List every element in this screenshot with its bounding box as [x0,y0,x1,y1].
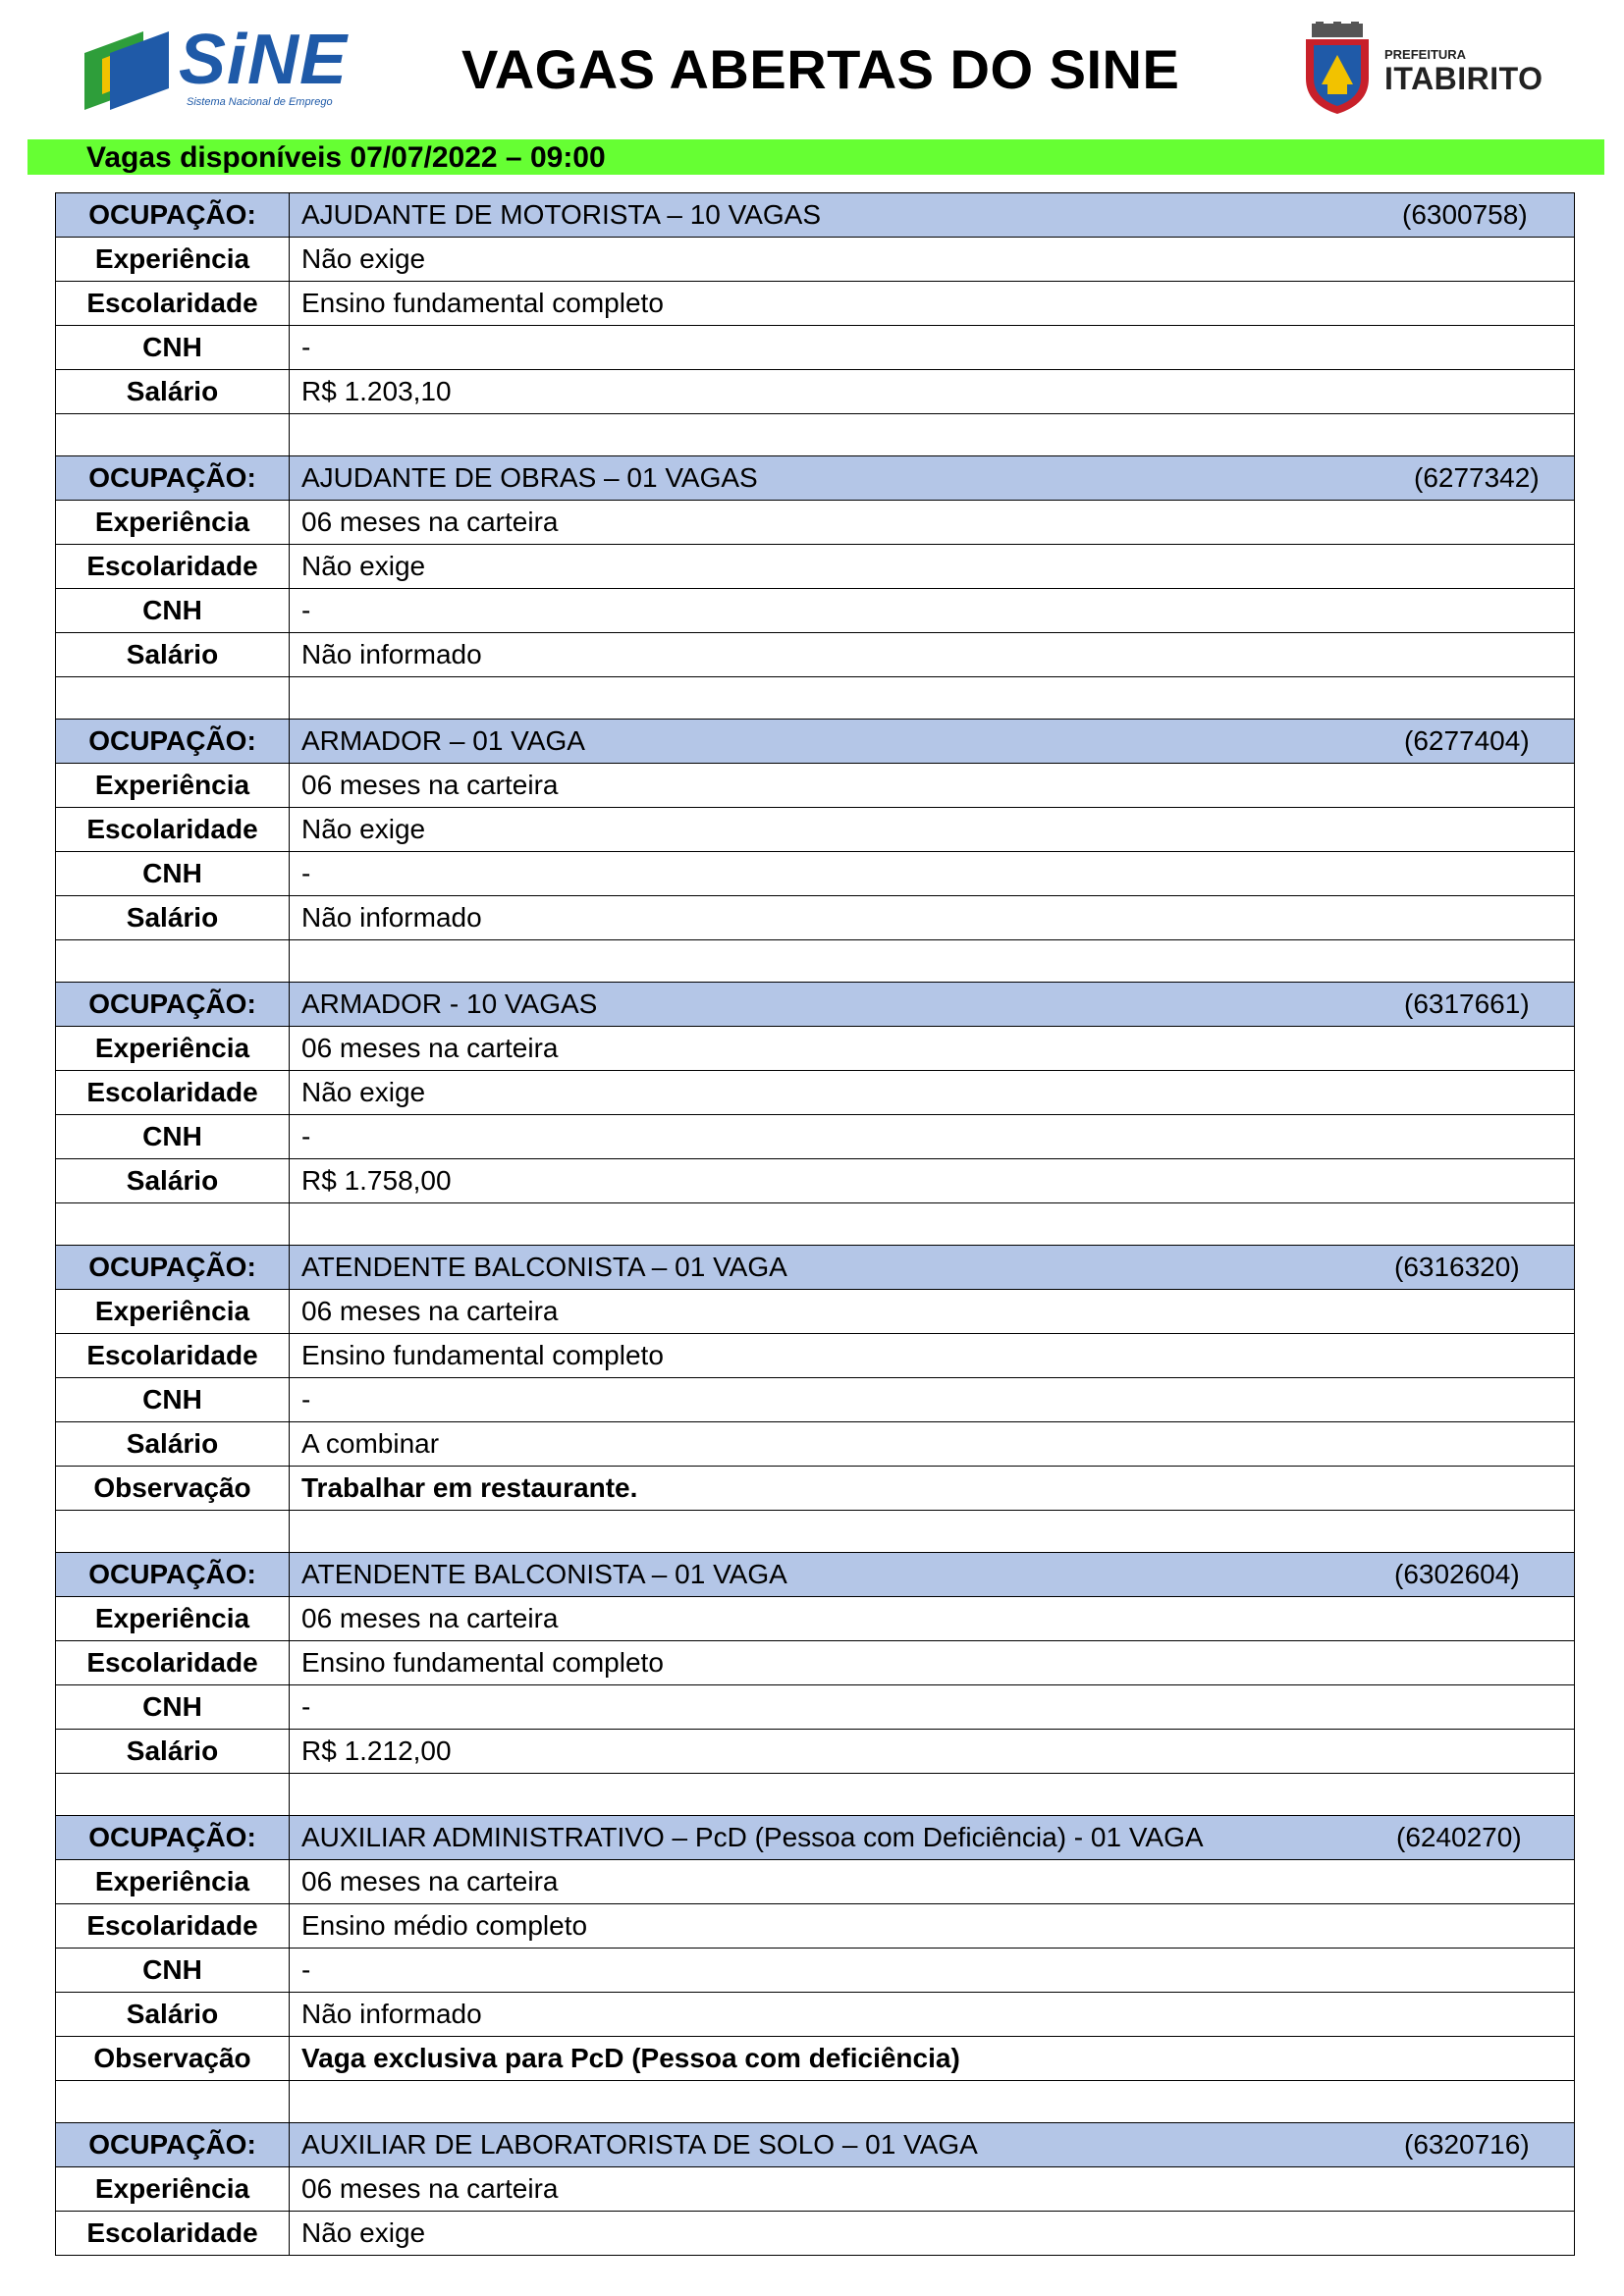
prefeitura-logo [1298,22,1543,116]
observation-row [56,2037,1575,2081]
cnh-value: - [290,326,1575,370]
cnh-value: - [290,1949,1575,1993]
cnh-row [56,1949,1575,1993]
spacer-cell [56,2081,290,2123]
education-row [56,808,1575,852]
education-row [56,1071,1575,1115]
experience-label: Experiência [56,501,290,545]
occupation-label: OCUPAÇÃO: [56,2123,290,2167]
occupation-label: OCUPAÇÃO: [56,456,290,501]
experience-value: 06 meses na carteira [290,1027,1575,1071]
occupation-title: AUXILIAR DE LABORATORISTA DE SOLO – 01 VAGA [301,2129,978,2160]
spacer-row [56,1511,1575,1553]
education-row [56,2212,1575,2256]
cnh-label: CNH [56,589,290,633]
occupation-row [56,1553,1575,1597]
cnh-value: - [290,589,1575,633]
education-label: Escolaridade [56,2212,290,2256]
salary-label: Salário [56,1422,290,1467]
prefeitura-label: PREFEITURA [1384,47,1467,62]
education-value: Ensino fundamental completo [290,282,1575,326]
salary-row [56,1422,1575,1467]
occupation-code: (6277342) [1414,462,1540,493]
education-label: Escolaridade [56,1334,290,1378]
education-row [56,282,1575,326]
experience-label: Experiência [56,1290,290,1334]
cnh-label: CNH [56,326,290,370]
spacer-cell [290,414,1575,456]
education-label: Escolaridade [56,545,290,589]
salary-label: Salário [56,1993,290,2037]
occupation-cell [290,1816,1575,1860]
experience-row [56,501,1575,545]
salary-value: R$ 1.203,10 [290,370,1575,414]
experience-row [56,1027,1575,1071]
education-value: Não exige [290,545,1575,589]
observation-row [56,1467,1575,1511]
occupation-title: ARMADOR – 01 VAGA [301,725,585,756]
education-value: Não exige [290,1071,1575,1115]
spacer-cell [290,1203,1575,1246]
page-header [0,0,1624,137]
education-label: Escolaridade [56,808,290,852]
education-value: Ensino fundamental completo [290,1334,1575,1378]
experience-value: 06 meses na carteira [290,2167,1575,2212]
education-label: Escolaridade [56,282,290,326]
education-label: Escolaridade [56,1071,290,1115]
observation-value: Trabalhar em restaurante. [290,1467,1575,1511]
spacer-cell [56,1774,290,1816]
experience-value: 06 meses na carteira [290,764,1575,808]
cnh-row [56,1115,1575,1159]
sine-logo-mark [84,31,173,110]
occupation-label: OCUPAÇÃO: [56,983,290,1027]
experience-label: Experiência [56,1860,290,1904]
occupation-row [56,720,1575,764]
sine-logo-subtitle: Sistema Nacional de Emprego [187,96,333,108]
spacer-cell [56,414,290,456]
experience-value: Não exige [290,238,1575,282]
education-row [56,545,1575,589]
sine-logo-text: SiNE [179,21,349,99]
occupation-title: ARMADOR - 10 VAGAS [301,988,598,1019]
experience-row [56,1597,1575,1641]
cnh-row [56,852,1575,896]
experience-label: Experiência [56,2167,290,2212]
experience-row [56,2167,1575,2212]
spacer-cell [290,1511,1575,1553]
salary-label: Salário [56,633,290,677]
education-row [56,1334,1575,1378]
spacer-cell [290,677,1575,720]
occupation-label: OCUPAÇÃO: [56,193,290,238]
salary-label: Salário [56,370,290,414]
spacer-row [56,2081,1575,2123]
occupation-cell [290,720,1575,764]
spacer-cell [290,940,1575,983]
cnh-row [56,589,1575,633]
spacer-row [56,1203,1575,1246]
occupation-row [56,456,1575,501]
salary-label: Salário [56,1730,290,1774]
spacer-row [56,1774,1575,1816]
cnh-label: CNH [56,1685,290,1730]
occupation-cell [290,983,1575,1027]
occupation-label: OCUPAÇÃO: [56,1816,290,1860]
salary-row [56,1730,1575,1774]
cnh-value: - [290,1378,1575,1422]
spacer-cell [56,677,290,720]
date-banner-text: Vagas disponíveis 07/07/2022 – 09:00 [86,141,606,174]
occupation-row [56,1246,1575,1290]
occupation-code: (6316320) [1394,1252,1520,1282]
cnh-label: CNH [56,852,290,896]
occupation-cell [290,193,1575,238]
education-row [56,1904,1575,1949]
occupation-cell [290,2123,1575,2167]
occupation-row [56,2123,1575,2167]
observation-value: Vaga exclusiva para PcD (Pessoa com deficiência) [290,2037,1575,2081]
occupation-row [56,193,1575,238]
cnh-row [56,326,1575,370]
salary-value: Não informado [290,633,1575,677]
experience-value: 06 meses na carteira [290,1860,1575,1904]
salary-label: Salário [56,896,290,940]
occupation-cell [290,1553,1575,1597]
cnh-label: CNH [56,1115,290,1159]
cnh-row [56,1378,1575,1422]
experience-label: Experiência [56,238,290,282]
experience-value: 06 meses na carteira [290,1597,1575,1641]
salary-value: Não informado [290,896,1575,940]
occupation-code: (6277404) [1404,725,1530,756]
salary-value: R$ 1.758,00 [290,1159,1575,1203]
education-value: Não exige [290,808,1575,852]
cnh-value: - [290,1115,1575,1159]
observation-label: Observação [56,2037,290,2081]
occupation-title: AJUDANTE DE OBRAS – 01 VAGAS [301,462,758,493]
spacer-row [56,414,1575,456]
jobs-table [55,192,1575,2256]
salary-label: Salário [56,1159,290,1203]
occupation-label: OCUPAÇÃO: [56,720,290,764]
education-value: Ensino médio completo [290,1904,1575,1949]
occupation-title: AUXILIAR ADMINISTRATIVO – PcD (Pessoa com Deficiência) - 01 VAGA [301,1822,1204,1852]
spacer-cell [290,2081,1575,2123]
occupation-label: OCUPAÇÃO: [56,1553,290,1597]
experience-value: 06 meses na carteira [290,1290,1575,1334]
date-banner [27,139,1604,175]
experience-label: Experiência [56,764,290,808]
occupation-code: (6240270) [1396,1822,1522,1852]
experience-row [56,238,1575,282]
occupation-cell [290,1246,1575,1290]
salary-row [56,1993,1575,2037]
spacer-cell [56,1203,290,1246]
occupation-title: AJUDANTE DE MOTORISTA – 10 VAGAS [301,199,822,230]
cnh-label: CNH [56,1949,290,1993]
observation-label: Observação [56,1467,290,1511]
spacer-cell [56,1511,290,1553]
coat-of-arms-icon [1298,22,1377,116]
cnh-row [56,1685,1575,1730]
experience-value: 06 meses na carteira [290,501,1575,545]
occupation-code: (6300758) [1402,199,1528,230]
salary-row [56,633,1575,677]
education-row [56,1641,1575,1685]
occupation-title: ATENDENTE BALCONISTA – 01 VAGA [301,1559,787,1589]
experience-row [56,1860,1575,1904]
experience-row [56,764,1575,808]
salary-value: R$ 1.212,00 [290,1730,1575,1774]
cnh-value: - [290,852,1575,896]
occupation-code: (6302604) [1394,1559,1520,1589]
education-value: Ensino fundamental completo [290,1641,1575,1685]
occupation-row [56,983,1575,1027]
salary-value: Não informado [290,1993,1575,2037]
salary-row [56,370,1575,414]
occupation-code: (6317661) [1404,988,1530,1019]
occupation-title: ATENDENTE BALCONISTA – 01 VAGA [301,1252,787,1282]
occupation-row [56,1816,1575,1860]
experience-label: Experiência [56,1027,290,1071]
experience-label: Experiência [56,1597,290,1641]
page-title: VAGAS ABERTAS DO SINE [461,38,1180,100]
prefeitura-name: ITABIRITO [1384,61,1543,96]
cnh-label: CNH [56,1378,290,1422]
cnh-value: - [290,1685,1575,1730]
salary-row [56,1159,1575,1203]
occupation-cell [290,456,1575,501]
education-value: Não exige [290,2212,1575,2256]
occupation-code: (6320716) [1404,2129,1530,2160]
occupation-label: OCUPAÇÃO: [56,1246,290,1290]
spacer-cell [290,1774,1575,1816]
education-label: Escolaridade [56,1904,290,1949]
education-label: Escolaridade [56,1641,290,1685]
spacer-row [56,940,1575,983]
experience-row [56,1290,1575,1334]
spacer-cell [56,940,290,983]
spacer-row [56,677,1575,720]
sine-logo [84,21,369,114]
salary-value: A combinar [290,1422,1575,1467]
salary-row [56,896,1575,940]
